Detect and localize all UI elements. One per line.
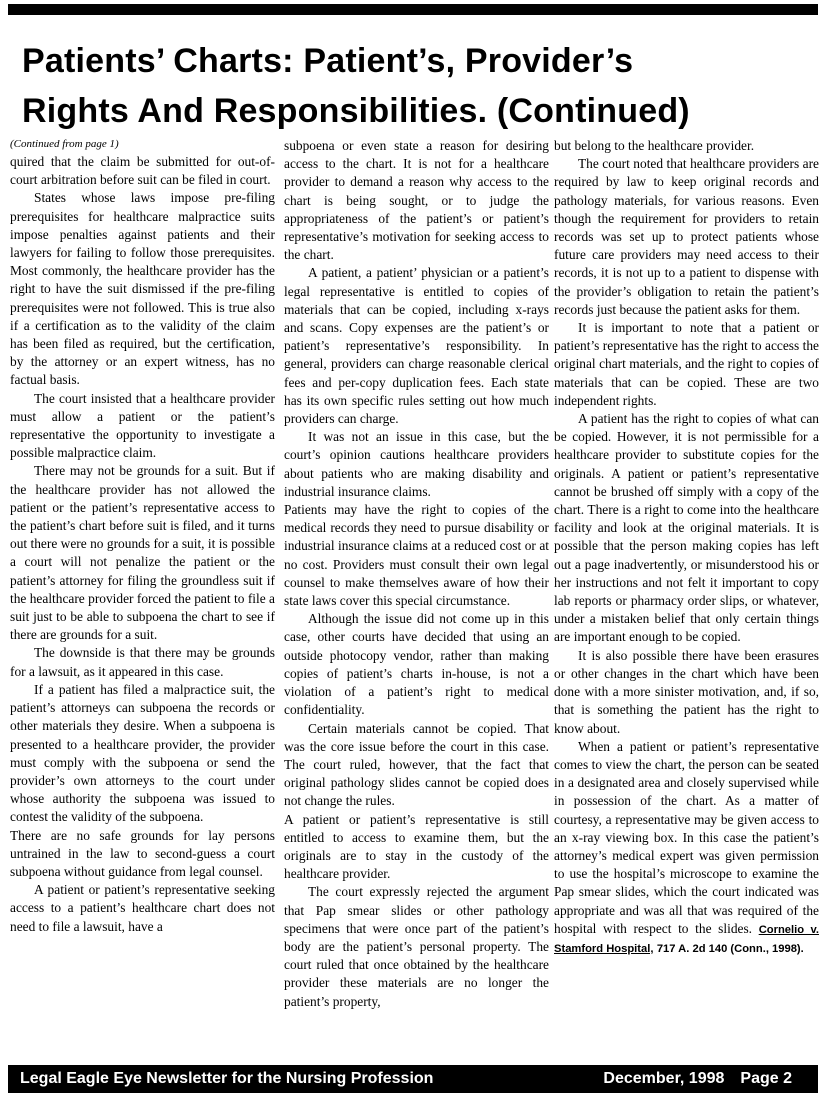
paragraph: Certain materials cannot be copied. That was the core issue before the court in this case. The court ruled, however, that the fact that original pathology slides cannot be copied does not change the rules.: [284, 720, 549, 809]
headline-line-1: Patients’ Charts: Patient’s, Provider’s: [22, 42, 634, 80]
article-column-2: [284, 137, 549, 1011]
paragraph: A patient or patient’s representative is still entitled to access to examine them, but the originals are to stay in the custody of the healthcare provider.: [284, 811, 549, 882]
paragraph: There are no safe grounds for lay persons untrained in the law to second-guess a court subpoena without guidance from legal counsel.: [10, 827, 275, 879]
paragraph: The downside is that there may be grounds for a lawsuit, as it appeared in this case.: [10, 645, 275, 679]
publication-name: Legal Eagle Eye Newsletter for the Nursing Profession: [20, 1070, 434, 1087]
paragraph-with-citation: [554, 738, 819, 958]
article-column-3: [554, 137, 819, 958]
paragraph: The court noted that healthcare providers are required by law to keep original records and pathology materials, for various reasons. Even though the requirement for providers to retain records was set up to protect patients whose future care providers may need access to their records, it is not up to a patient to dispense with the provider’s obligation to retain the patient’s records just because the patient asks for them.: [554, 156, 819, 317]
newsletter-footer-bar: [8, 1065, 818, 1093]
paragraph: A patient, a patient’ physician or a patient’s legal representative is entitled to copies of materials that can be copied, including x-rays and scans. Copy expenses are the patient’s or patient’s representative’s responsibility. In general, providers can charge reasonable clerical fees and per-copy duplication fees. Each state has its own specific rules setting out how much providers can charge.: [284, 265, 549, 427]
headline-line-2: Rights And Responsibilities. (Continued): [22, 92, 690, 130]
paragraph: quired that the claim be submitted for out-of-court arbitration before suit can be filed in court.: [10, 154, 275, 188]
paragraph: Patients may have the right to copies of the medical records they need to pursue disability or industrial insurance claims at a reduced cost or at no cost. Providers must consult their own legal counsel to make themselves aware of how their state laws cover this special circumstance.: [284, 502, 549, 609]
paragraph: A patient has the right to copies of what can be copied. However, it is not permissible for a healthcare provider to substitute copies for the originals. A patient or patient’s representative cannot be brushed off simply with a copy of the chart. There is a right to come into the healthcare facility and look at the original materials. It is possible that the person making copies has left out a page inadvertently, or misunderstood his or her instructions and not felt it important to copy lab reports or pharmacy order slips, or whatever, under a mistaken belief that only certain things are important enough to be copied.: [554, 411, 819, 645]
paragraph-text: When a patient or patient’s representative comes to view the chart, the person can be seated in a designated area and closely supervised while in possession of the chart. As a matter of courtesy, a representative may be given access to an x-ray viewing box. In this case the patient’s attorney’s medical expert was given permission to use the hospital’s microscope to examine the Pap smear slides, which the court indicated was appropriate and was all that was required of the hospital with respect to the slides.: [554, 738, 819, 936]
paragraph: subpoena or even state a reason for desiring access to the chart. It is not for a healthcare provider to demand a reason why access to the chart is being sought, or to judge the appropriateness of the patient’s or patient’s representative’s motivation for seeking access to the chart.: [284, 138, 549, 263]
page-number: Page 2: [740, 1070, 792, 1087]
article-headline: [22, 36, 812, 136]
top-rule: [8, 4, 818, 15]
paragraph: It is important to note that a patient or patient’s representative has the right to access the original chart materials, and the right to copies of materials that can be copied. These are two independent rights.: [554, 320, 819, 408]
continued-from-note: (Continued from page 1): [10, 138, 119, 150]
paragraph: but belong to the healthcare provider.: [554, 138, 755, 153]
case-citation-name: Cornelio v. Stamford Hospital,: [554, 923, 819, 955]
paragraph: The court insisted that a healthcare provider must allow a patient or the patient’s representative the opportunity to investigate a possible malpractice claim.: [10, 390, 275, 461]
article-column-1: [10, 137, 275, 936]
paragraph: There may not be grounds for a suit. But if the healthcare provider has not allowed the patient or the patient’s representative access to the patient’s chart before suit is filed, and it turns out there were no grounds for a suit, it is possible a court will not penalize the patient or the patient’s attorney for filing the groundless suit if the healthcare provider forced the patient to file a suit just to be able to subpoena the chart to see if there are grounds for a suit.: [10, 463, 275, 643]
issue-date: December, 1998: [603, 1070, 725, 1087]
paragraph: States whose laws impose pre-filing prerequisites for healthcare malpractice suits impose penalties against patients and their lawyers for failing to follow those prerequisites. Most commonly, the healthcare provider has the right to have the suit dismissed if the pre-filing prerequisites were not followed. This is true also if a certification as to the validity of the claim has been filed as required, but the certification, by the attorney or an expert witness, has no factual basis.: [10, 190, 275, 388]
paragraph: Although the issue did not come up in this case, other courts have decided that using an outside photocopy vendor, rather than making copies of patient’s charts in-house, is not a violation of a patient’s right to medical confidentiality.: [284, 611, 549, 718]
paragraph: The court expressly rejected the argument that Pap smear slides or other pathology specimens that were once part of the patient’s body are the patient’s personal property. The court ruled that once obtained by the healthcare provider these materials are no longer the patient’s property,: [284, 884, 549, 1009]
case-citation-reporter: 717 A. 2d 140 (Conn., 1998).: [656, 942, 804, 955]
paragraph: It is also possible there have been erasures or other changes in the chart which have been done with a more sinister motivation, and, if so, that is something the patient has the right to know about.: [554, 647, 819, 736]
paragraph: A patient or patient’s representative seeking access to a patient’s healthcare chart does not need to file a lawsuit, have a: [10, 882, 275, 934]
paragraph: It was not an issue in this case, but the court’s opinion cautions healthcare providers about patients who are making disability and industrial insurance claims.: [284, 429, 549, 499]
paragraph: If a patient has filed a malpractice suit, the patient’s attorneys can subpoena the records or other materials they desire. When a subpoena is presented to a healthcare provider, the provider must comply with the subpoena or send the provider’s own attorneys to the court under whose authority the subpoena was issued to contest the validity of the subpoena.: [10, 681, 275, 825]
issue-info: [603, 1070, 792, 1088]
